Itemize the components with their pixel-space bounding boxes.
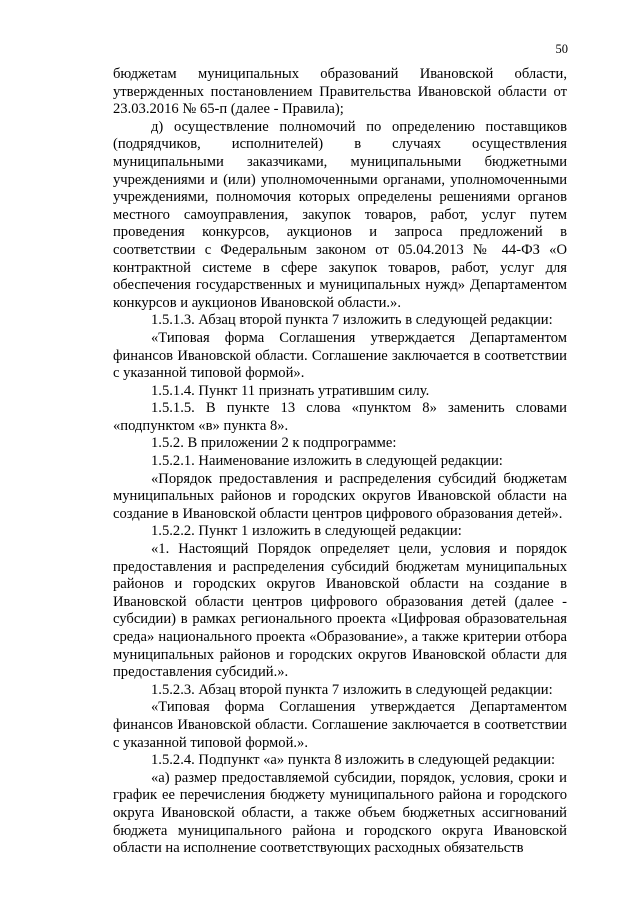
paragraph: «Типовая форма Соглашения утверждается Департаментом финансов Ивановской области. Соглашение заключается в соответствии с указанной типовой формой». (113, 329, 567, 382)
paragraph: «Порядок предоставления и распределения субсидий бюджетам муниципальных районов и городских округов Ивановской области на создание в Ивановской области центров цифрового образования детей». (113, 470, 567, 522)
paragraph: 1.5.2.1. Наименование изложить в следующей редакции: (151, 453, 503, 470)
paragraph: 1.5.1.3. Абзац второй пункта 7 изложить в следующей редакции: (151, 312, 553, 329)
paragraph: 1.5.1.4. Пункт 11 признать утратившим силу. (151, 382, 430, 399)
page-number: 50 (555, 42, 568, 56)
document-body (113, 66, 567, 858)
paragraph: 1.5.2.3. Абзац второй пункта 7 изложить в следующей редакции: (151, 681, 553, 698)
paragraph: 1.5.2.2. Пункт 1 изложить в следующей редакции: (151, 523, 462, 540)
paragraph: бюджетам муниципальных образований Ивановской области, утвержденных постановлением Правительства Ивановской области от 23.03.2016 № 65-п (далее - Правила); (113, 66, 567, 118)
paragraph: «Типовая форма Соглашения утверждается Департаментом финансов Ивановской области. Соглашение заключается в соответствии с указанной типовой формой.». (113, 699, 567, 751)
paragraph: 1.5.2. В приложении 2 к подпрограмме: (151, 435, 397, 452)
paragraph: 1.5.2.4. Подпункт «а» пункта 8 изложить в следующей редакции: (151, 752, 556, 769)
paragraph: «а) размер предоставляемой субсидии, порядок, условия, сроки и график ее перечисления бюджету муниципального района и городского округа Ивановской области, а также объем бюджетных ассигнований бюджета муниципального района и городского округа Ивановской области на исполнение соответствующих расходных обязательств (113, 769, 567, 857)
paragraph: 1.5.1.5. В пункте 13 слова «пунктом 8» заменить словами «подпунктом «в» пункта 8». (113, 400, 567, 434)
paragraph: «1. Настоящий Порядок определяет цели, условия и порядок предоставления и распределения субсидий бюджетам муниципальных районов и городских округов Ивановской области на создание в Ивановской области центров цифрового образования детей (далее - субсидии) в рамках регионального проекта «Цифровая образовательная среда» национального проекта «Образование», а также критерии отбора муниципальных районов и городских округов Ивановской области для предоставления субсидий.». (113, 541, 567, 681)
paragraph: д) осуществление полномочий по определению поставщиков (подрядчиков, исполнителей) в случаях осуществления муниципальными заказчиками, муниципальными бюджетными учреждениями и (или) уполномоченными органами, уполномоченными учреждениями, полномочия которых определены решениями органов местного самоуправления, закупок товаров, работ, услуг путем проведения конкурсов, аукционов и запроса предложений в соответствии с Федеральным законом от 05.04.2013 № 44-ФЗ «О контрактной системе в сфере закупок товаров, работ, услуг для обеспечения государственных и муниципальных нужд» Департаментом конкурсов и аукционов Ивановской области.». (113, 118, 567, 311)
